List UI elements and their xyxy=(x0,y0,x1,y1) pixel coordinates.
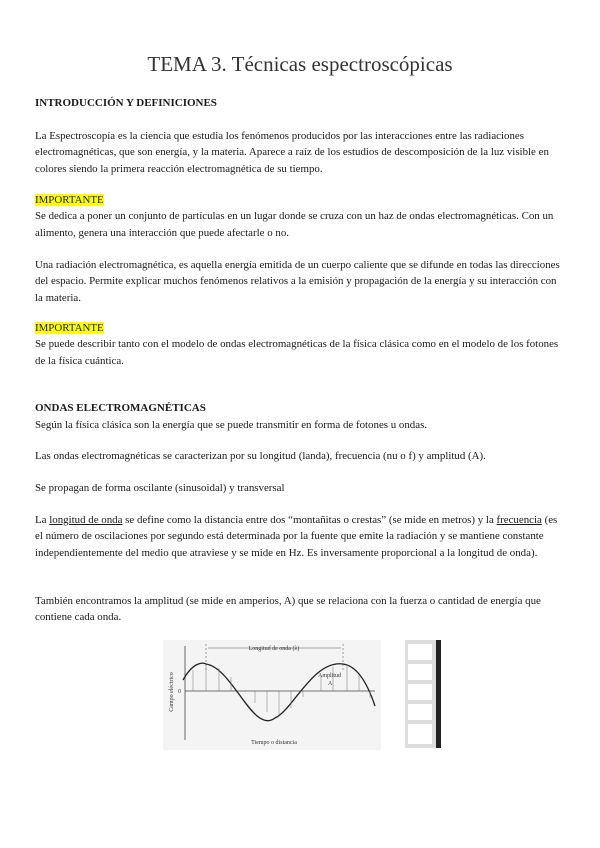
section-heading-introduccion: INTRODUCCIÓN Y DEFINICIONES xyxy=(35,97,217,109)
paragraph xyxy=(35,512,565,561)
paragraph: Según la física clásica son la energía que se puede transmitir en forma de fotones u ondas. xyxy=(35,419,428,431)
amplitude-symbol: A xyxy=(328,681,333,687)
paragraph: Una radiación electromagnética, es aquella energía emitida de un cuerpo caliente que se difunde en todas las direcciones del espacio. Permite explicar muchos fenómenos relativos a la emisión y propagación de la energía y su interacción con la materia. xyxy=(35,259,560,304)
paragraph: También encontramos la amplitud (se mide en amperios, A) que se relaciona con la fuerza o cantidad de energía que contiene cada onda. xyxy=(35,595,541,624)
important-text: Se dedica a poner un conjunto de partículas en un lugar donde se cruza con un haz de ondas electromagnéticas. Con un alimento, genera una interacción que puede afectarle o no. xyxy=(35,210,554,239)
term-longitud-de-onda: longitud de onda xyxy=(49,514,123,526)
term-frecuencia: frecuencia xyxy=(496,514,542,526)
page-thumbnails-image xyxy=(405,640,441,748)
amplitude-label: Amplitud xyxy=(318,673,342,679)
yaxis-label: Campo eléctrico xyxy=(169,672,175,712)
wavelength-label: Longitud de onda (λ) xyxy=(248,646,300,652)
wave-figure xyxy=(163,640,381,750)
important-block xyxy=(35,320,565,369)
paragraph: La Espectroscopía es la ciencia que estudia los fenómenos producidos por las interacciones entre las radiaciones electromagnéticas, que son energía, y la materia. Aparece a raíz de los estudios de descomposición de la luz visible en colores siendo la primera reacción electromagnética de su tiempo. xyxy=(35,130,549,175)
paragraph: Las ondas electromagnéticas se caracterizan por su longitud (landa), frecuencia (nu o f) y amplitud (A). xyxy=(35,450,486,462)
important-text: Se puede describir tanto con el modelo de ondas electromagnéticas de la física clásica como en el modelo de los fotones de la física cuántica. xyxy=(35,338,559,367)
xaxis-label: Tiempo o distancia xyxy=(251,740,297,746)
important-label: IMPORTANTE xyxy=(35,322,104,334)
important-block xyxy=(35,192,565,241)
text: (es el número de oscilaciones por segundo está determinada por la fuente que emite la radiación y se mantiene constante independientemente del medio que atraviese y se mide en Hz. Es inversamente proporcional a la longitud de onda). xyxy=(35,514,558,559)
text: se define como la distancia entre dos “montañitas o crestas” (se mide en metros) y la xyxy=(122,514,497,526)
text: La xyxy=(35,514,50,526)
section-heading-ondas: ONDAS ELECTROMAGNÉTICAS xyxy=(35,402,206,414)
paragraph: Se propagan de forma oscilante (sinusoidal) y transversal xyxy=(35,482,285,494)
zero-label: 0 xyxy=(178,689,181,695)
important-label: IMPORTANTE xyxy=(35,194,104,206)
page-title: TEMA 3. Técnicas espectroscópicas xyxy=(147,52,453,76)
